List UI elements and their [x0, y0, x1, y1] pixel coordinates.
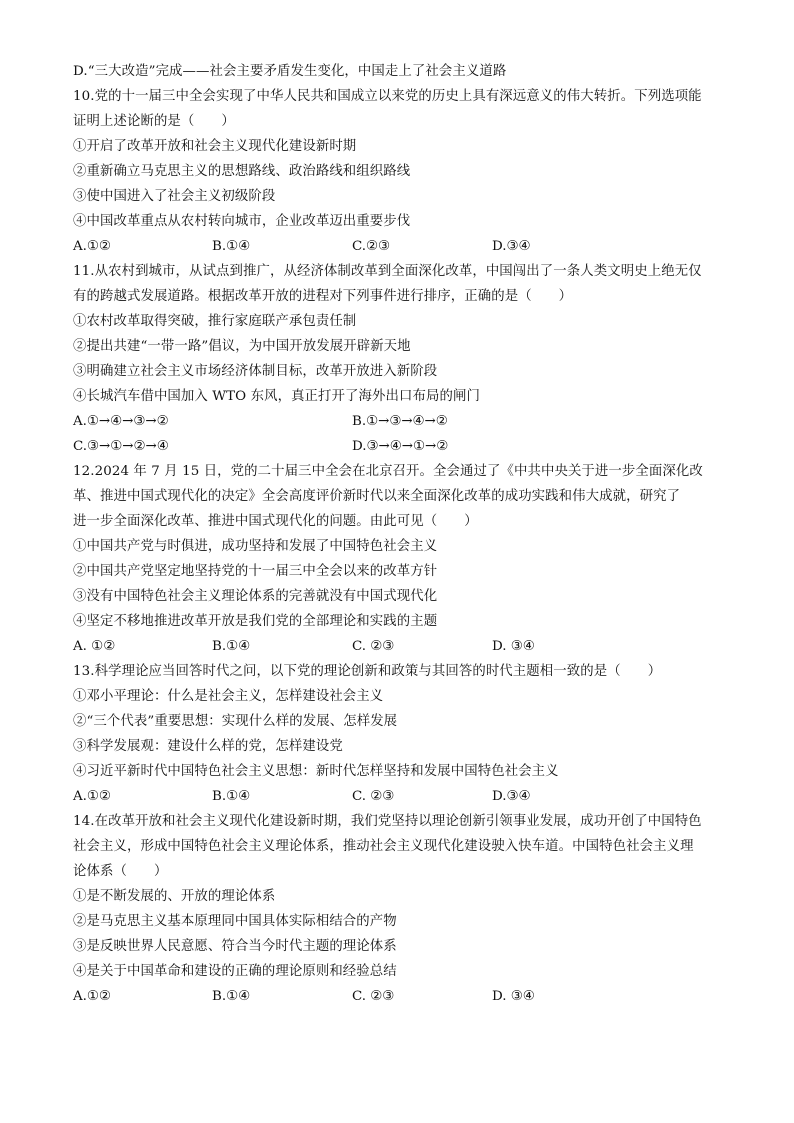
q11-stem-line1: 11.从农村到城市，从试点到推广，从经济体制改革到全面深化改革，中国闯出了一条人类文明史上绝无仅: [73, 264, 702, 279]
q12-stem-line2: 革、推进中国式现代化的决定》全会高度评价新时代以来全面深化改革的成功实践和伟大成就，研究了: [73, 489, 681, 504]
q14-stem-line2: 社会主义，形成中国特色社会主义理论体系，推动社会主义现代化建设驶入快车道。中国特色社会主义理: [73, 839, 694, 854]
q14-item-1: ①是不断发展的、开放的理论体系: [73, 889, 276, 904]
q11-item-4: ④长城汽车借中国加入 WTO 东风，真正打开了海外出口布局的闸门: [73, 389, 480, 404]
q13-option-c: C. ②③: [352, 789, 395, 804]
q11-item-1: ①农村改革取得突破，推行家庭联产承包责任制: [73, 314, 357, 329]
q13-option-d: D.③④: [492, 789, 531, 804]
q11-item-3: ③明确建立社会主义市场经济体制目标，改革开放进入新阶段: [73, 364, 438, 379]
q10-option-b: B.①④: [212, 239, 251, 254]
q11-stem-line2: 有的跨越式发展道路。根据改革开放的进程对下列事件进行排序，正确的是（ ）: [73, 289, 573, 304]
q14-option-b: B.①④: [212, 989, 251, 1004]
q12-stem-line1: 12.2024 年 7 月 15 日，党的二十届三中全会在北京召开。全会通过了《中共中央关于进一步全面深化改: [73, 464, 703, 479]
q11-item-2: ②提出共建“一带一路”倡议，为中国开放发展开辟新天地: [73, 339, 411, 354]
q11-option-d: D.③→④→①→②: [352, 439, 449, 454]
q10-option-a: A.①②: [73, 239, 111, 254]
q14-stem-line3: 论体系（ ）: [73, 864, 168, 879]
q12-stem-line3: 进一步全面深化改革、推进中国式现代化的问题。由此可见（ ）: [73, 514, 478, 529]
q11-option-a: A.①→④→③→②: [73, 414, 169, 429]
q13-option-a: A.①②: [73, 789, 111, 804]
q10-option-d: D.③④: [492, 239, 531, 254]
q14-option-d: D. ③④: [492, 989, 535, 1004]
q11-option-c: C.③→①→②→④: [73, 439, 169, 454]
q10-item-4: ④中国改革重点从农村转向城市，企业改革迈出重要步伐: [73, 214, 411, 229]
q9-option-d: D.“三大改造”完成——社会主要矛盾发生变化，中国走上了社会主义道路: [73, 64, 507, 79]
q14-option-c: C. ②③: [352, 989, 395, 1004]
q10-stem-line1: 10.党的十一届三中全会实现了中华人民共和国成立以来党的历史上具有深远意义的伟大转折。下列选项能: [73, 89, 702, 104]
q14-stem-line1: 14.在改革开放和社会主义现代化建设新时期，我们党坚持以理论创新引领事业发展，成功开创了中国特色: [73, 814, 702, 829]
q12-option-b: B.①④: [212, 639, 251, 654]
q13-item-1: ①邓小平理论：什么是社会主义，怎样建设社会主义: [73, 689, 384, 704]
q11-option-b: B.①→③→④→②: [352, 414, 448, 429]
q12-item-1: ①中国共产党与时俱进，成功坚持和发展了中国特色社会主义: [73, 539, 438, 554]
q10-item-1: ①开启了改革开放和社会主义现代化建设新时期: [73, 139, 357, 154]
q12-item-2: ②中国共产党坚定地坚持党的十一届三中全会以来的改革方针: [73, 564, 438, 579]
q13-item-4: ④习近平新时代中国特色社会主义思想：新时代怎样坚持和发展中国特色社会主义: [73, 764, 559, 779]
q10-stem-line2: 证明上述论断的是（ ）: [73, 114, 235, 129]
q12-item-3: ③没有中国特色社会主义理论体系的完善就没有中国式现代化: [73, 589, 438, 604]
q13-option-b: B.①④: [212, 789, 251, 804]
q12-option-d: D. ③④: [492, 639, 535, 654]
q12-option-c: C. ②③: [352, 639, 395, 654]
q12-item-4: ④坚定不移地推进改革开放是我们党的全部理论和实践的主题: [73, 614, 438, 629]
q13-item-2: ②“三个代表”重要思想：实现什么样的发展、怎样发展: [73, 714, 398, 729]
q10-item-3: ③使中国进入了社会主义初级阶段: [73, 189, 276, 204]
q12-option-a: A. ①②: [73, 639, 116, 654]
q13-stem: 13.科学理论应当回答时代之问，以下党的理论创新和政策与其回答的时代主题相一致的是（ ）: [73, 664, 662, 679]
q14-item-4: ④是关于中国革命和建设的正确的理论原则和经验总结: [73, 964, 397, 979]
q13-item-3: ③科学发展观：建设什么样的党，怎样建设党: [73, 739, 343, 754]
q14-item-3: ③是反映世界人民意愿、符合当今时代主题的理论体系: [73, 939, 397, 954]
q14-option-a: A.①②: [73, 989, 111, 1004]
q14-item-2: ②是马克思主义基本原理同中国具体实际相结合的产物: [73, 914, 397, 929]
q10-item-2: ②重新确立马克思主义的思想路线、政治路线和组织路线: [73, 164, 411, 179]
q10-option-c: C.②③: [352, 239, 391, 254]
